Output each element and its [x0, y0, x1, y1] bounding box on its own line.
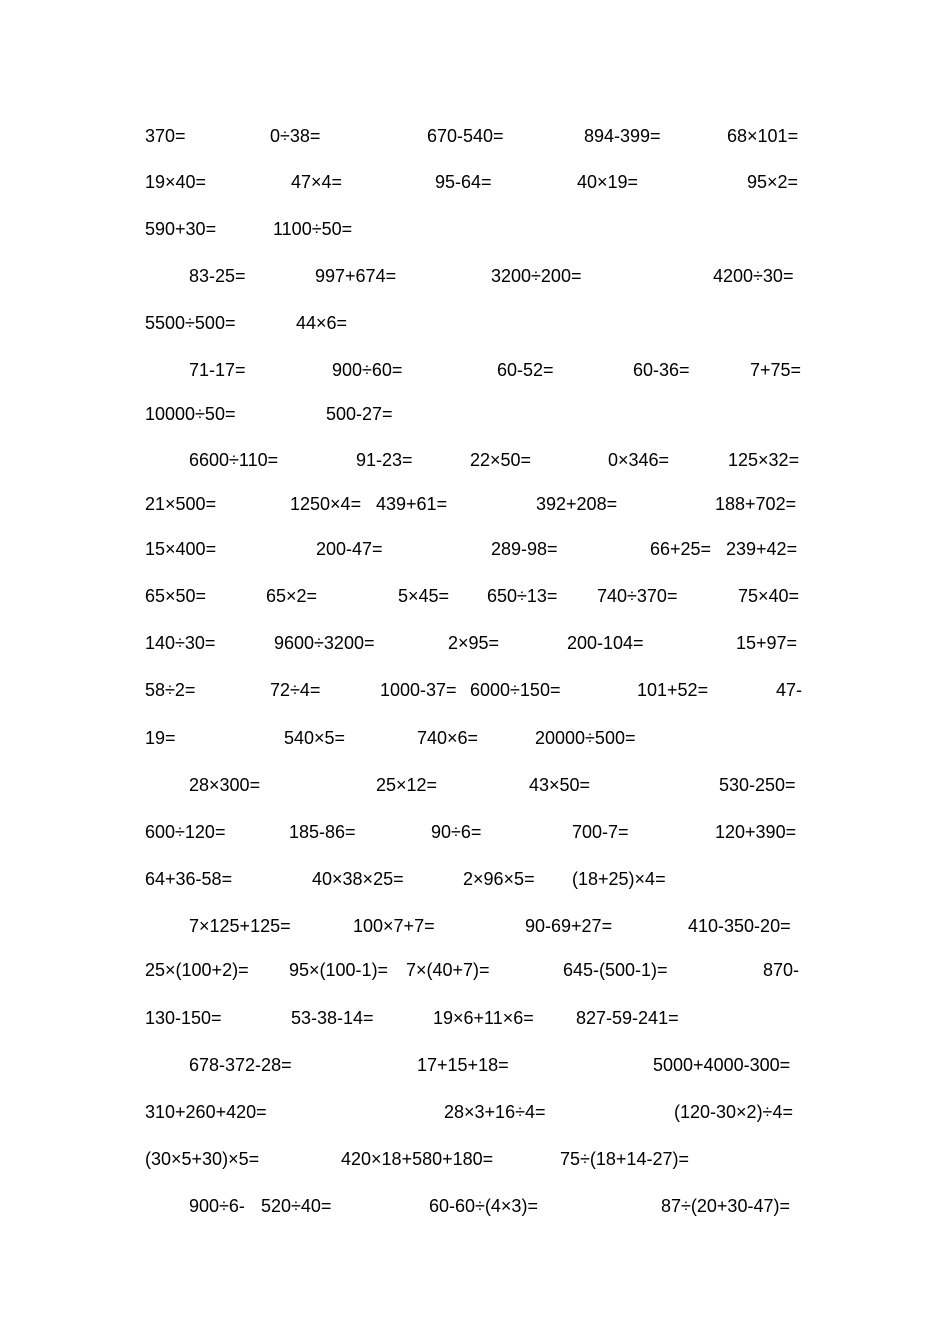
arithmetic-problem: 650÷13=: [487, 586, 558, 606]
problem-row: [145, 448, 807, 472]
arithmetic-problem: 17+15+18=: [417, 1055, 509, 1075]
arithmetic-problem: 9600÷3200=: [274, 633, 375, 653]
problem-row: [145, 492, 807, 516]
arithmetic-problem: 22×50=: [470, 450, 532, 470]
arithmetic-problem: 3200÷200=: [491, 266, 582, 286]
arithmetic-problem: 900÷60=: [332, 360, 403, 380]
arithmetic-problem: 20000÷500=: [535, 728, 636, 748]
arithmetic-problem: 185-86=: [289, 822, 356, 842]
arithmetic-problem: 2×95=: [448, 633, 500, 653]
arithmetic-problem: 100×7+7=: [353, 916, 435, 936]
arithmetic-problem: 120+390=: [715, 822, 797, 842]
arithmetic-problem: 60-52=: [497, 360, 554, 380]
arithmetic-problem: 310+260+420=: [145, 1102, 267, 1122]
arithmetic-problem: 500-27=: [326, 404, 393, 424]
arithmetic-problem: 53-38-14=: [291, 1008, 374, 1028]
arithmetic-problem: 40×38×25=: [312, 869, 404, 889]
arithmetic-problem: 7×(40+7)=: [406, 960, 490, 980]
arithmetic-problem: 60-36=: [633, 360, 690, 380]
problem-row: [145, 402, 807, 426]
arithmetic-problem: 2×96×5=: [463, 869, 535, 889]
arithmetic-problem: 83-25=: [189, 266, 246, 286]
arithmetic-problem: 19×6+11×6=: [433, 1008, 534, 1028]
arithmetic-problem: 870-: [763, 960, 800, 980]
arithmetic-problem: 140÷30=: [145, 633, 216, 653]
arithmetic-problem: 520÷40=: [261, 1196, 332, 1216]
arithmetic-problem: 75×40=: [738, 586, 800, 606]
problem-row: [145, 867, 807, 891]
problem-row: [145, 631, 807, 655]
problem-row: [145, 311, 807, 335]
arithmetic-problem: 4200÷30=: [713, 266, 794, 286]
arithmetic-problem: 10000÷50=: [145, 404, 236, 424]
problem-row: [145, 773, 807, 797]
problem-row: [145, 264, 807, 288]
arithmetic-problem: 1100÷50=: [273, 219, 353, 239]
arithmetic-problem: 19×40=: [145, 172, 207, 192]
arithmetic-problem: 894-399=: [584, 126, 661, 146]
arithmetic-problem: 530-250=: [719, 775, 796, 795]
arithmetic-problem: 200-104=: [567, 633, 644, 653]
arithmetic-problem: 188+702=: [715, 494, 797, 514]
arithmetic-problem: 47-: [776, 680, 803, 700]
arithmetic-problem: 75÷(18+14-27)=: [560, 1149, 689, 1169]
arithmetic-problem: 15+97=: [736, 633, 798, 653]
arithmetic-problem: 740×6=: [417, 728, 479, 748]
arithmetic-problem: 540×5=: [284, 728, 346, 748]
arithmetic-problem: 0÷38=: [270, 126, 321, 146]
arithmetic-problem: 420×18+580+180=: [341, 1149, 494, 1169]
arithmetic-problem: 130-150=: [145, 1008, 222, 1028]
arithmetic-problem: 71-17=: [189, 360, 246, 380]
problem-row: [145, 1194, 807, 1218]
arithmetic-problem: (18+25)×4=: [572, 869, 666, 889]
arithmetic-problem: 678-372-28=: [189, 1055, 292, 1075]
arithmetic-problem: 15×400=: [145, 539, 217, 559]
arithmetic-problem: 439+61=: [376, 494, 448, 514]
arithmetic-problem: 65×2=: [266, 586, 318, 606]
arithmetic-problem: 19=: [145, 728, 176, 748]
arithmetic-problem: 101+52=: [637, 680, 709, 700]
arithmetic-problem: 1250×4=: [290, 494, 362, 514]
problem-row: [145, 1053, 807, 1077]
problem-row: [145, 124, 807, 148]
arithmetic-problem: 670-540=: [427, 126, 504, 146]
arithmetic-problem: 65×50=: [145, 586, 207, 606]
arithmetic-problem: 95×(100-1)=: [289, 960, 389, 980]
arithmetic-problem: 43×50=: [529, 775, 591, 795]
arithmetic-problem: 90-69+27=: [525, 916, 613, 936]
arithmetic-problem: 370=: [145, 126, 186, 146]
arithmetic-problem: 125×32=: [728, 450, 800, 470]
arithmetic-problem: 740÷370=: [597, 586, 678, 606]
arithmetic-problem: 21×500=: [145, 494, 217, 514]
arithmetic-problem: 5×45=: [398, 586, 450, 606]
arithmetic-problem: 239+42=: [726, 539, 798, 559]
problem-row: [145, 958, 807, 982]
arithmetic-problem: 40×19=: [577, 172, 639, 192]
arithmetic-problem: 47×4=: [291, 172, 343, 192]
arithmetic-problem: 0×346=: [608, 450, 670, 470]
arithmetic-problem: 200-47=: [316, 539, 383, 559]
arithmetic-problem: 5000+4000-300=: [653, 1055, 791, 1075]
arithmetic-problem: 7+75=: [750, 360, 802, 380]
arithmetic-problem: 66+25=: [650, 539, 712, 559]
arithmetic-problem: 590+30=: [145, 219, 217, 239]
arithmetic-problem: 28×300=: [189, 775, 261, 795]
arithmetic-problem: (30×5+30)×5=: [145, 1149, 260, 1169]
problem-row: [145, 726, 807, 750]
arithmetic-problem: 392+208=: [536, 494, 618, 514]
arithmetic-problem: 5500÷500=: [145, 313, 236, 333]
problem-row: [145, 1006, 807, 1030]
arithmetic-problem: 72÷4=: [270, 680, 321, 700]
arithmetic-problem: 700-7=: [572, 822, 629, 842]
arithmetic-problem: 289-98=: [491, 539, 558, 559]
arithmetic-problem: 90÷6=: [431, 822, 482, 842]
arithmetic-problem: (120-30×2)÷4=: [674, 1102, 793, 1122]
problem-row: [145, 170, 807, 194]
problem-row: [145, 678, 807, 702]
arithmetic-problem: 25×12=: [376, 775, 438, 795]
arithmetic-problem: 645-(500-1)=: [563, 960, 668, 980]
arithmetic-problem: 60-60÷(4×3)=: [429, 1196, 538, 1216]
arithmetic-problem: 6600÷110=: [189, 450, 279, 470]
arithmetic-problem: 58÷2=: [145, 680, 196, 700]
arithmetic-problem: 25×(100+2)=: [145, 960, 249, 980]
arithmetic-problem: 68×101=: [727, 126, 799, 146]
problem-row: [145, 537, 807, 561]
arithmetic-problem: 91-23=: [356, 450, 413, 470]
problem-row: [145, 584, 807, 608]
arithmetic-problem: 7×125+125=: [189, 916, 291, 936]
arithmetic-problem: 827-59-241=: [576, 1008, 679, 1028]
arithmetic-problem: 600÷120=: [145, 822, 226, 842]
arithmetic-problem: 1000-37=: [380, 680, 457, 700]
arithmetic-problem: 410-350-20=: [688, 916, 791, 936]
arithmetic-problem: 997+674=: [315, 266, 397, 286]
arithmetic-problem: 6000÷150=: [470, 680, 561, 700]
arithmetic-problem: 900÷6-: [189, 1196, 245, 1216]
problem-row: [145, 914, 807, 938]
arithmetic-problem: 44×6=: [296, 313, 348, 333]
arithmetic-problem: 64+36-58=: [145, 869, 233, 889]
problem-row: [145, 1147, 807, 1171]
problem-row: [145, 820, 807, 844]
problem-row: [145, 358, 807, 382]
problem-row: [145, 1100, 807, 1124]
arithmetic-problem: 95×2=: [747, 172, 799, 192]
arithmetic-problem: 87÷(20+30-47)=: [661, 1196, 790, 1216]
arithmetic-problem: 95-64=: [435, 172, 492, 192]
arithmetic-problem: 28×3+16÷4=: [444, 1102, 546, 1122]
problem-row: [145, 217, 807, 241]
